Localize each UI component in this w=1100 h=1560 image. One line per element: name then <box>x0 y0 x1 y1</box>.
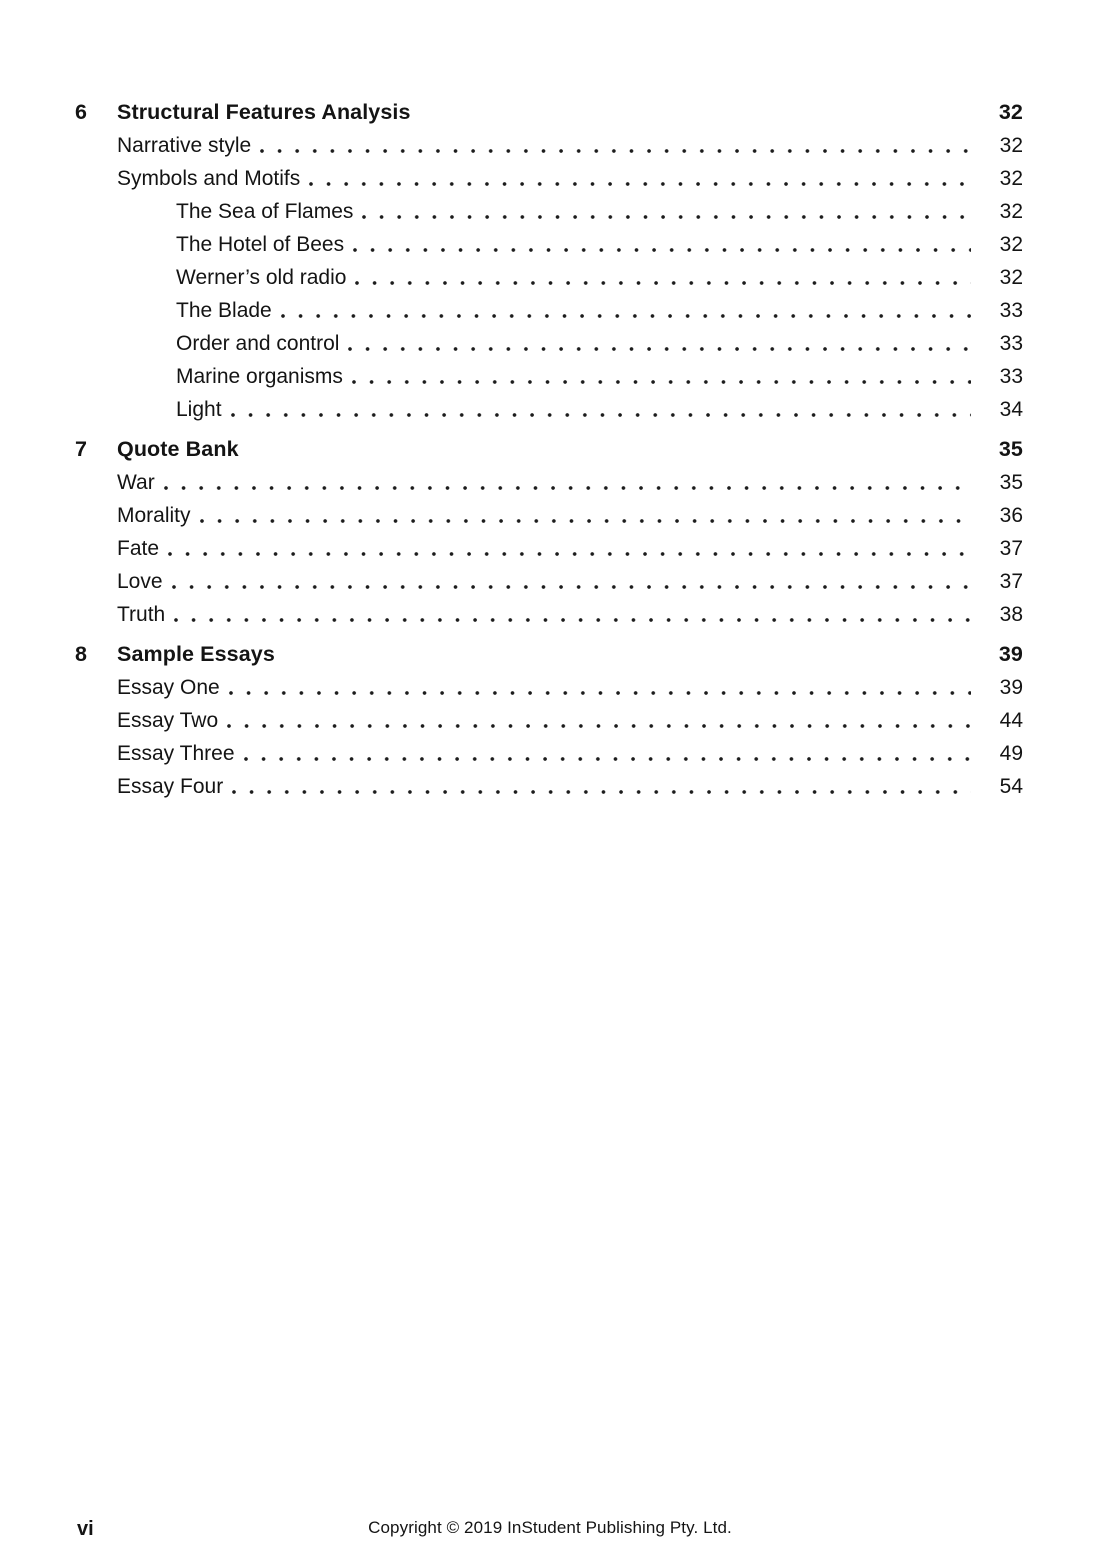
dot-leader <box>281 314 971 318</box>
toc-entry-row <box>75 565 1023 598</box>
dot-leader <box>244 757 972 761</box>
toc-entry-row <box>75 737 1023 770</box>
dot-leader <box>232 790 971 794</box>
dot-leader <box>172 585 971 589</box>
toc-entry-row <box>75 162 1023 195</box>
toc-entry-row <box>75 294 1023 327</box>
dot-leader <box>355 281 971 285</box>
entry-page-number: 37 <box>999 570 1023 593</box>
entry-label: Order and control <box>176 332 340 355</box>
entry-label: Morality <box>117 504 191 527</box>
chapter-number: 8 <box>75 642 88 666</box>
entry-label: Essay One <box>117 676 220 699</box>
dot-leader <box>227 724 971 728</box>
toc-entry-row <box>75 532 1023 565</box>
entry-page-number: 32 <box>999 266 1023 289</box>
toc-entry-row <box>75 129 1023 162</box>
table-of-contents <box>75 96 1023 803</box>
chapter-title: Structural Features Analysis <box>117 100 411 124</box>
toc-entry-row <box>75 393 1023 426</box>
toc-entry-row <box>75 327 1023 360</box>
entry-label: Essay Four <box>117 775 224 798</box>
toc-entry-row <box>75 598 1023 631</box>
toc-entry-row <box>75 499 1023 532</box>
toc-chapter-group <box>75 433 1023 631</box>
footer-copyright: Copyright © 2019 InStudent Publishing Pty. Ltd. <box>368 1518 732 1537</box>
entry-label: Truth <box>117 603 166 626</box>
entry-page-number: 32 <box>999 134 1023 157</box>
entry-page-number: 44 <box>999 709 1023 732</box>
entry-page-number: 33 <box>999 299 1023 322</box>
chapter-title: Quote Bank <box>117 437 239 461</box>
chapter-page-number: 39 <box>998 642 1023 666</box>
entry-label: Marine organisms <box>176 365 343 388</box>
entry-label: Narrative style <box>117 134 252 157</box>
entry-page-number: 33 <box>999 365 1023 388</box>
toc-entry-row <box>75 261 1023 294</box>
dot-leader <box>168 552 971 556</box>
entry-page-number: 34 <box>999 398 1023 421</box>
toc-chapter-row <box>75 638 1023 671</box>
dot-leader <box>309 182 971 186</box>
dot-leader <box>231 413 971 417</box>
toc-entry-row <box>75 671 1023 704</box>
dot-leader <box>353 248 971 252</box>
entry-label: War <box>117 471 155 494</box>
entry-label: Fate <box>117 537 160 560</box>
entry-label: Essay Two <box>117 709 219 732</box>
entry-page-number: 35 <box>999 471 1023 494</box>
toc-chapter-row <box>75 96 1023 129</box>
dot-leader <box>260 149 971 153</box>
dot-leader <box>352 380 971 384</box>
chapter-title: Sample Essays <box>117 642 275 666</box>
entry-page-number: 37 <box>999 537 1023 560</box>
entry-page-number: 54 <box>999 775 1023 798</box>
dot-leader <box>200 519 971 523</box>
dot-leader <box>362 215 971 219</box>
toc-chapter-group <box>75 638 1023 803</box>
toc-chapter-row <box>75 433 1023 466</box>
toc-entry-row <box>75 228 1023 261</box>
entry-label: The Hotel of Bees <box>176 233 345 256</box>
toc-entry-row <box>75 195 1023 228</box>
entry-page-number: 38 <box>999 603 1023 626</box>
toc-entry-row <box>75 770 1023 803</box>
entry-label: Light <box>176 398 222 421</box>
toc-chapter-group <box>75 96 1023 426</box>
entry-label: The Blade <box>176 299 272 322</box>
chapter-number: 6 <box>75 100 88 124</box>
dot-leader <box>174 618 971 622</box>
entry-page-number: 32 <box>999 167 1023 190</box>
entry-label: Love <box>117 570 163 593</box>
chapter-number: 7 <box>75 437 88 461</box>
toc-entry-row <box>75 466 1023 499</box>
chapter-page-number: 35 <box>998 437 1023 461</box>
toc-entry-row <box>75 360 1023 393</box>
dot-leader <box>164 486 971 490</box>
entry-page-number: 33 <box>999 332 1023 355</box>
chapter-page-number: 32 <box>998 100 1023 124</box>
entry-page-number: 32 <box>999 233 1023 256</box>
entry-page-number: 36 <box>999 504 1023 527</box>
entry-label: Symbols and Motifs <box>117 167 301 190</box>
entry-page-number: 39 <box>999 676 1023 699</box>
entry-label: Essay Three <box>117 742 235 765</box>
toc-entry-row <box>75 704 1023 737</box>
entry-label: The Sea of Flames <box>176 200 354 223</box>
dot-leader <box>229 691 971 695</box>
entry-label: Werner’s old radio <box>176 266 347 289</box>
footer-page-number: vi <box>77 1518 94 1540</box>
dot-leader <box>348 347 971 351</box>
entry-page-number: 32 <box>999 200 1023 223</box>
entry-page-number: 49 <box>999 742 1023 765</box>
